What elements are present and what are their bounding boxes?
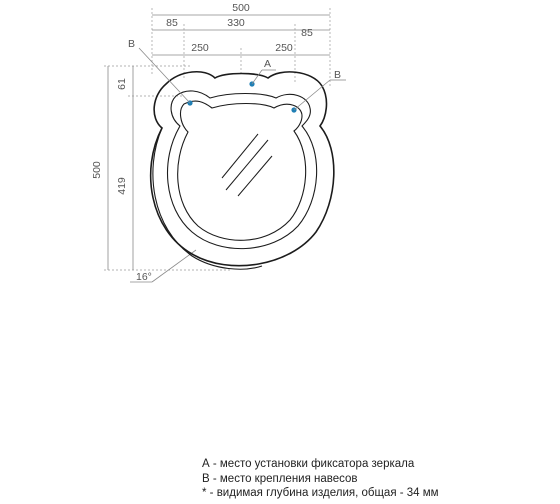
marker-a-label: A xyxy=(264,58,272,70)
dim-top-height: 61 xyxy=(116,78,128,90)
mirror-body xyxy=(151,72,334,269)
legend-line-a: А - место установки фиксатора зеркала xyxy=(202,458,415,470)
mirror-inner-edge xyxy=(168,91,317,249)
dim-right-offset: 85 xyxy=(301,27,313,39)
dim-center-span: 330 xyxy=(227,17,245,29)
left-dimensions xyxy=(91,66,230,270)
marker-b-left-label: B xyxy=(128,38,136,50)
markers xyxy=(128,38,346,113)
angle-dimension xyxy=(130,250,196,283)
dim-angle: 16° xyxy=(136,271,152,283)
legend xyxy=(202,457,439,501)
dim-lower-height: 419 xyxy=(116,177,128,195)
dim-overall-height: 500 xyxy=(91,161,103,179)
dim-overall-width: 500 xyxy=(232,2,250,14)
marker-b-right-label: B xyxy=(334,69,342,81)
reflection-line-3 xyxy=(238,156,272,196)
legend-line-star: * - видимая глубина изделия, общая - 34 мм xyxy=(202,487,439,499)
dim-left-offset: 85 xyxy=(166,17,178,29)
dim-right-width: 250 xyxy=(275,42,293,54)
reflection-line-1 xyxy=(222,134,258,178)
legend-line-b: В - место крепления навесов xyxy=(202,472,358,485)
dim-left-width: 250 xyxy=(191,42,209,54)
